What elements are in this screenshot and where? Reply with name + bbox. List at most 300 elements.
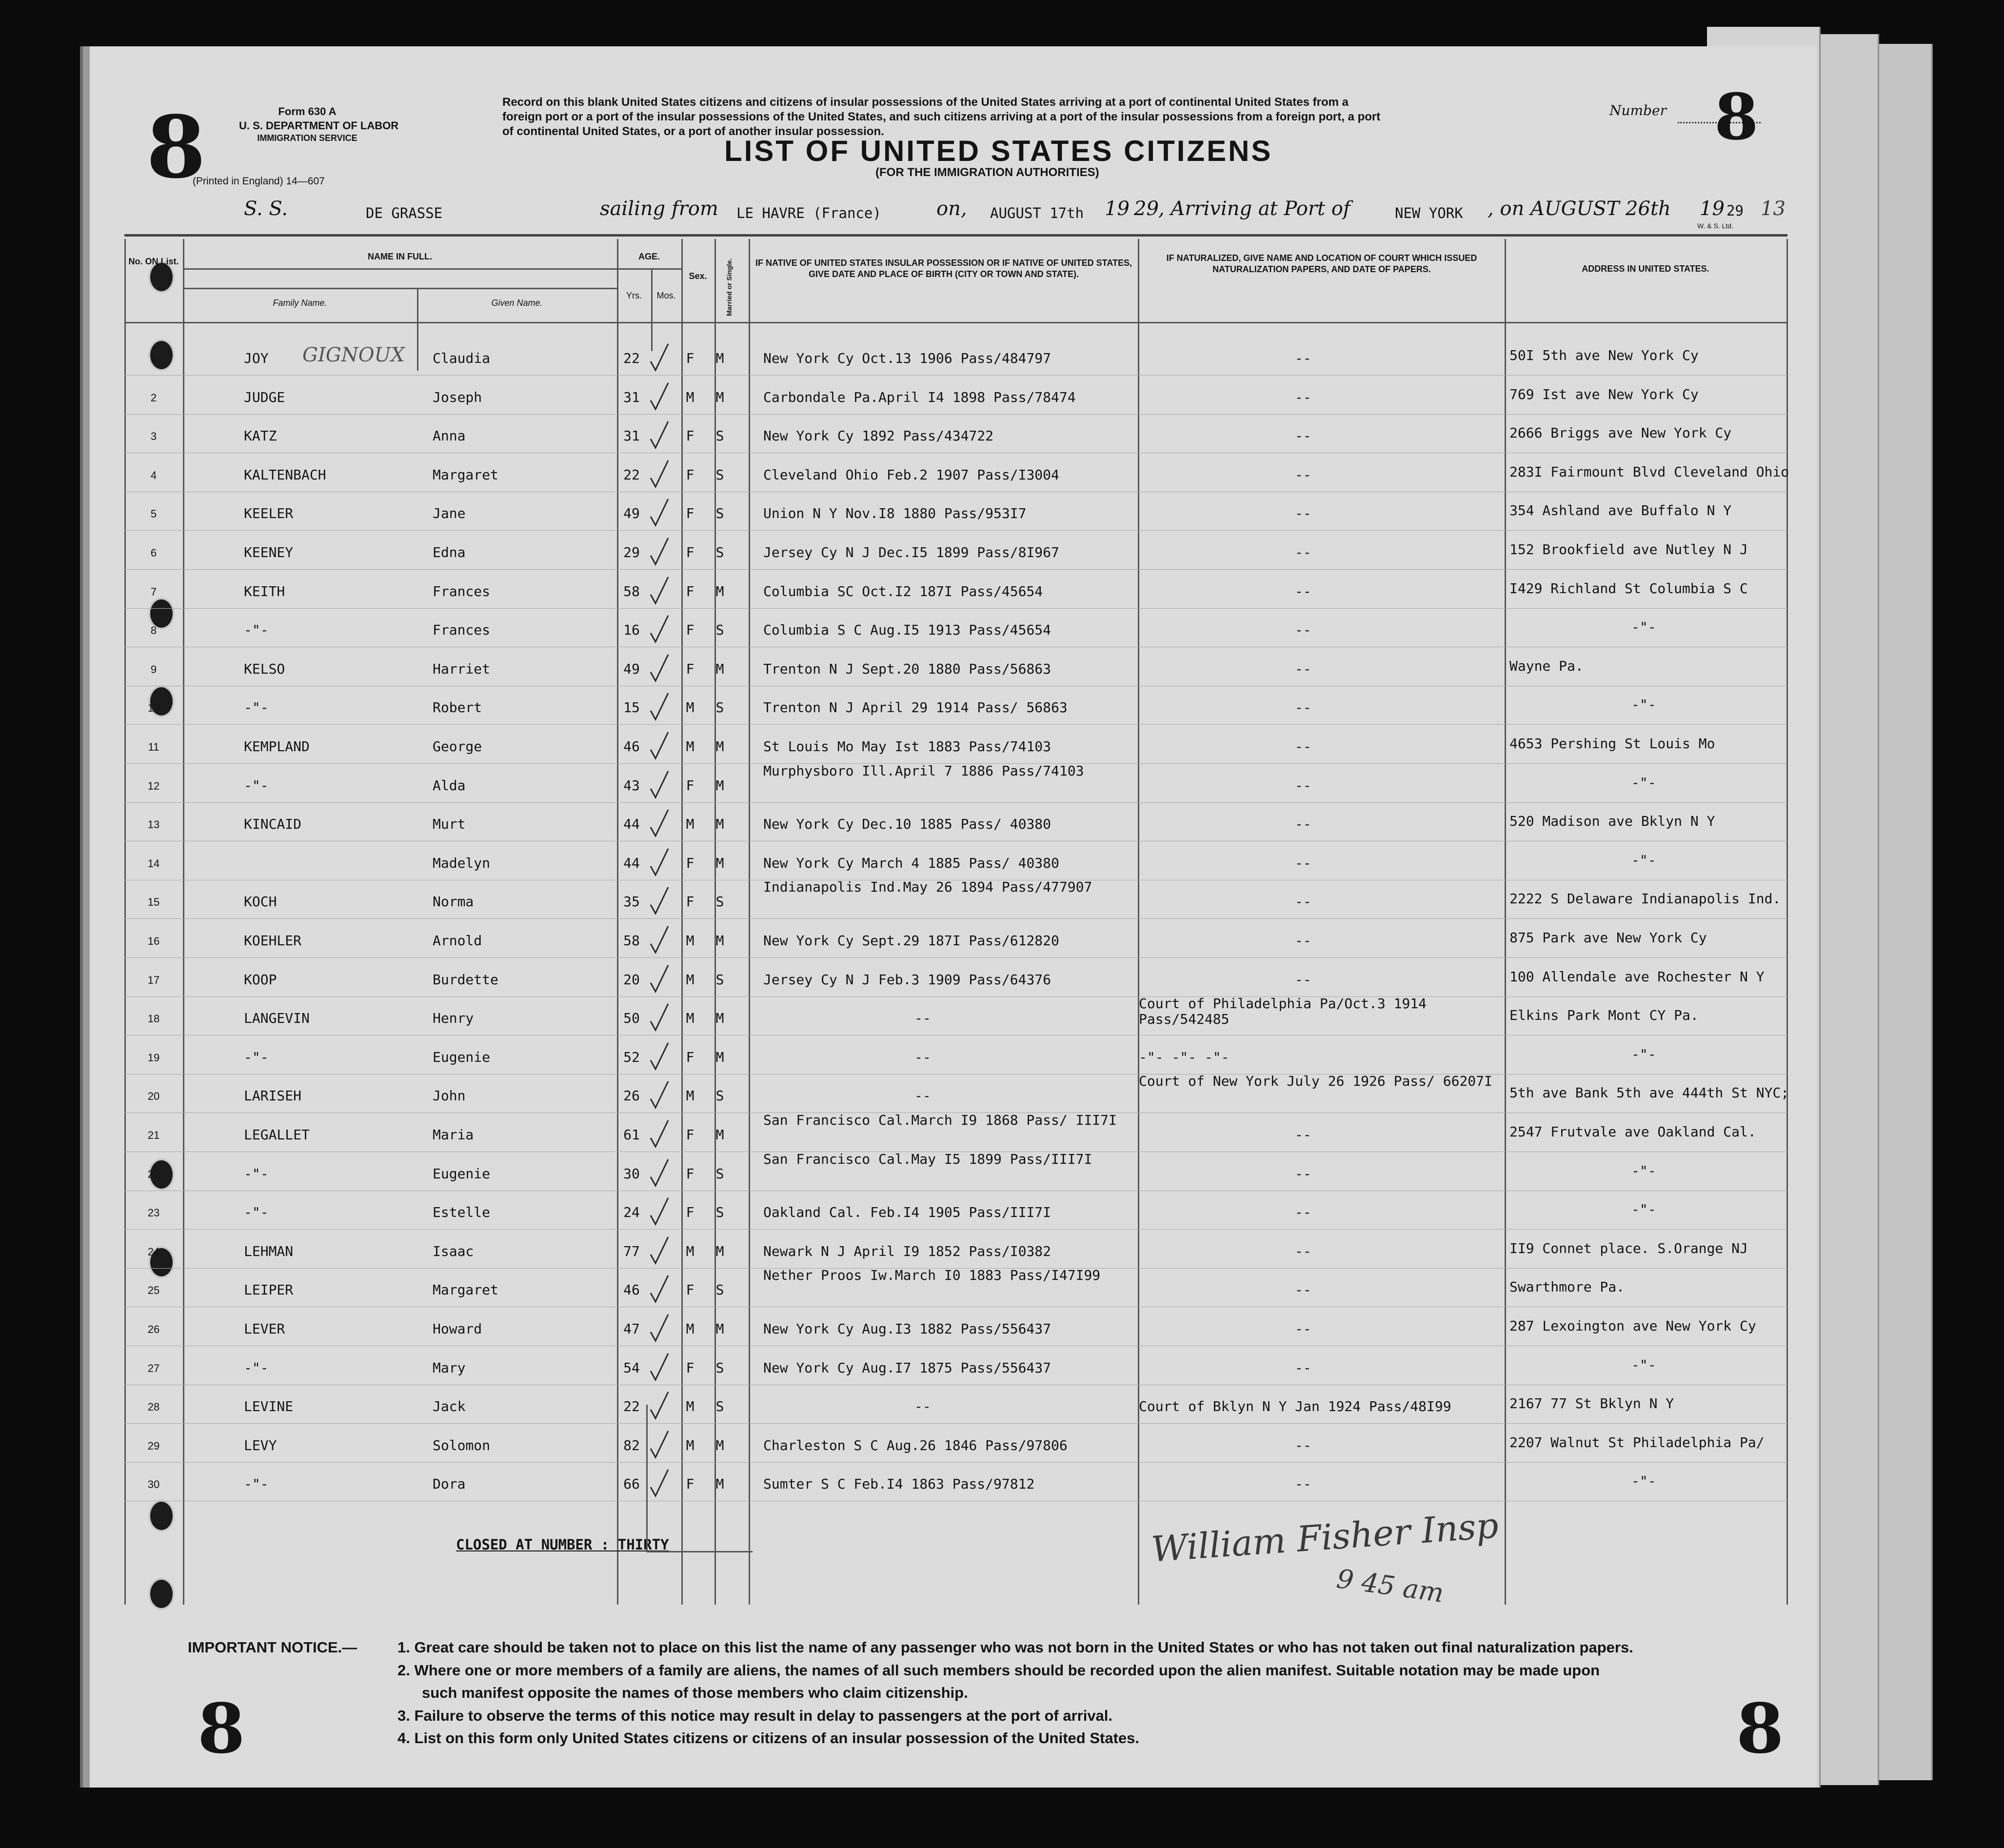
marital-status: M xyxy=(715,1321,724,1337)
row-number: 1 xyxy=(150,353,157,365)
naturalization-info: -- xyxy=(1295,1437,1311,1453)
form-subtitle: (FOR THE IMMIGRATION AUTHORITIES) xyxy=(875,166,1099,179)
us-address: -"- xyxy=(1631,1473,1656,1490)
given-name: Estelle xyxy=(433,1204,491,1221)
sailing-from-label: sailing from xyxy=(600,198,718,220)
row-number: 20 xyxy=(147,1090,160,1103)
notice-item: 3. Failure to observe the terms of this notice may result in delay to passengers at the port of arrival. xyxy=(397,1707,1113,1724)
given-name: Norma xyxy=(433,894,474,910)
birth-info: -- xyxy=(914,1049,931,1065)
naturalization-info: -- xyxy=(1295,583,1311,599)
marital-status: M xyxy=(715,660,724,677)
number-label: Number xyxy=(1609,102,1667,119)
naturalization-info: -- xyxy=(1295,1204,1311,1221)
marital-status: M xyxy=(715,1127,724,1143)
marital-status: S xyxy=(715,505,724,522)
marital-status: M xyxy=(715,1437,724,1453)
birth-info: San Francisco Cal.May I5 1899 Pass/III7I xyxy=(763,1151,1092,1167)
us-address: -"- xyxy=(1631,619,1656,636)
family-name: -"- xyxy=(244,1049,269,1065)
col-family-name: Family Name. xyxy=(273,298,327,308)
naturalization-info: Court of Philadelphia Pa/Oct.3 1914 Pass/542485 xyxy=(1139,995,1427,1028)
notice-label: IMPORTANT NOTICE.— xyxy=(188,1639,357,1656)
birth-info: Trenton N J April 29 1914 Pass/ 56863 xyxy=(763,699,1068,716)
check-mark-icon xyxy=(649,1236,669,1265)
grid-line xyxy=(183,268,681,270)
given-name: Madelyn xyxy=(433,854,491,871)
inspector-signature: William Fisher Insp xyxy=(1150,1505,1500,1570)
marital-status: M xyxy=(715,777,724,794)
us-address: Elkins Park Mont CY Pa. xyxy=(1509,1007,1699,1024)
row-divider xyxy=(124,608,1787,609)
row-number: 25 xyxy=(147,1284,160,1297)
row-divider xyxy=(124,414,1787,415)
ship-name: DE GRASSE xyxy=(366,205,443,221)
age-years: 22 xyxy=(623,466,640,483)
row-number: 18 xyxy=(147,1013,160,1025)
sex: M xyxy=(686,1243,694,1259)
marital-status: M xyxy=(715,350,724,366)
department: U. S. DEPARTMENT OF LABOR xyxy=(239,119,399,132)
record-line: Record on this blank United States citizens and citizens of insular possessions of the United States arriving at a port of continental United States from a xyxy=(502,96,1349,109)
given-name: Robert xyxy=(433,699,482,716)
check-mark-icon xyxy=(649,1003,669,1032)
col-address: ADDRESS IN UNITED STATES. xyxy=(1582,264,1709,274)
table-row xyxy=(124,879,1787,921)
naturalization-info: -- xyxy=(1295,389,1311,405)
marital-status: M xyxy=(715,1243,724,1259)
col-naturalization: IF NATURALIZED, GIVE NAME AND LOCATION OF COURT WHICH ISSUED NATURALIZATION PAPERS, AND DATE OF PAPERS. xyxy=(1166,253,1477,274)
table-row xyxy=(124,921,1787,960)
family-name: KEITH xyxy=(244,583,285,599)
birth-info: New York Cy 1892 Pass/434722 xyxy=(763,428,994,444)
naturalization-info: Court of Bklyn N Y Jan 1924 Pass/48I99 xyxy=(1139,1398,1451,1415)
marital-status: M xyxy=(715,854,724,871)
marital-status: M xyxy=(715,1049,724,1065)
marital-status: S xyxy=(715,466,724,483)
naturalization-info: -- xyxy=(1295,466,1311,483)
check-mark-icon xyxy=(649,925,669,954)
naturalization-info: -- xyxy=(1295,933,1311,949)
age-years: 15 xyxy=(623,699,640,716)
marital-status: S xyxy=(715,1359,724,1376)
family-name: -"- xyxy=(244,622,269,638)
age-years: 54 xyxy=(623,1359,640,1376)
naturalization-info: -- xyxy=(1295,544,1311,560)
page-number-bottom-left: 8 xyxy=(198,1689,245,1769)
age-years: 66 xyxy=(623,1476,640,1492)
sex: F xyxy=(686,1204,694,1221)
birth-info: San Francisco Cal.March I9 1868 Pass/ III7I xyxy=(763,1112,1117,1128)
naturalization-info: -- xyxy=(1295,1359,1311,1376)
birth-info: Trenton N J Sept.20 1880 Pass/56863 xyxy=(763,660,1052,677)
birth-info: Indianapolis Ind.May 26 1894 Pass/477907 xyxy=(763,879,1092,895)
sex: M xyxy=(686,1437,694,1453)
sex: M xyxy=(686,971,694,988)
row-divider xyxy=(124,918,1787,919)
birth-info: Jersey Cy N J Feb.3 1909 Pass/64376 xyxy=(763,971,1052,988)
table-row xyxy=(124,727,1787,766)
check-mark-icon xyxy=(649,731,669,760)
sex: F xyxy=(686,428,694,444)
row-number: 2 xyxy=(150,391,157,404)
age-years: 46 xyxy=(623,738,640,755)
naturalization-info: -- xyxy=(1295,777,1311,794)
table-row xyxy=(124,1426,1787,1465)
us-address: 520 Madison ave Bklyn N Y xyxy=(1509,813,1715,830)
birth-info: New York Cy Sept.29 187I Pass/612820 xyxy=(763,933,1059,949)
arrival-year: 29 xyxy=(1726,202,1744,219)
sex: M xyxy=(686,699,694,716)
row-divider xyxy=(124,724,1787,725)
departure-port: LE HAVRE (France) xyxy=(736,205,881,221)
family-name: LEVINE xyxy=(244,1398,294,1415)
printed-note: (Printed in England) 14—607 xyxy=(193,176,325,187)
page-number-top-left: 8 xyxy=(146,98,206,198)
marital-status: S xyxy=(715,544,724,560)
given-name: Harriet xyxy=(433,660,491,677)
sex: F xyxy=(686,1282,694,1298)
check-mark-icon xyxy=(649,654,669,683)
table-row xyxy=(124,417,1787,455)
table-row xyxy=(124,611,1787,649)
age-years: 47 xyxy=(623,1321,640,1337)
family-name: KALTENBACH xyxy=(244,466,326,483)
row-divider xyxy=(124,1462,1787,1463)
table-row xyxy=(124,1112,1787,1154)
sex: F xyxy=(686,1127,694,1143)
given-name: Howard xyxy=(433,1321,482,1337)
table-row xyxy=(124,339,1787,378)
notice-item: such manifest opposite the names of those members who claim citizenship. xyxy=(422,1684,968,1701)
given-name: Solomon xyxy=(433,1437,491,1453)
table-row xyxy=(124,1310,1787,1348)
year-prefix: 19 xyxy=(1105,198,1130,220)
marital-status: S xyxy=(715,894,724,910)
birth-info: -- xyxy=(914,1398,931,1415)
check-mark-icon xyxy=(649,498,669,527)
naturalization-info: -- xyxy=(1295,1243,1311,1259)
age-years: 22 xyxy=(623,1398,640,1415)
check-mark-icon xyxy=(649,382,669,411)
given-name: Joseph xyxy=(433,389,482,405)
arrival-date: , on AUGUST 26th xyxy=(1488,198,1671,220)
naturalization-info: -"- -"- -"- xyxy=(1139,1049,1230,1065)
birth-info: Murphysboro Ill.April 7 1886 Pass/74103 xyxy=(763,762,1084,779)
naturalization-info: -- xyxy=(1295,428,1311,444)
notice-item: 2. Where one or more members of a family are aliens, the names of all such members should be recorded upon the alien manifest. Suitable notation may be made upon xyxy=(397,1661,1600,1679)
row-number: 7 xyxy=(150,585,157,598)
birth-info: Carbondale Pa.April I4 1898 Pass/78474 xyxy=(763,389,1076,405)
age-years: 58 xyxy=(623,583,640,599)
col-birth: IF NATIVE OF UNITED STATES INSULAR POSSESSION OR IF NATIVE OF UNITED STATES, GIVE DATE AND PLACE OF BIRTH (CITY OR TOWN AND STATE). xyxy=(755,258,1132,279)
row-divider xyxy=(124,569,1787,570)
marital-status: M xyxy=(715,1010,724,1027)
sex: F xyxy=(686,466,694,483)
given-name: Isaac xyxy=(433,1243,474,1259)
family-name: KATZ xyxy=(244,428,277,444)
record-line: foreign port or a port of the insular possessions of the United States, and such citizens arriving at a port of the insular possessions from a foreign port, a port xyxy=(502,110,1381,123)
given-name: Henry xyxy=(433,1010,474,1027)
birth-info: Columbia S C Aug.I5 1913 Pass/45654 xyxy=(763,622,1052,638)
row-divider xyxy=(124,1229,1787,1230)
family-name: LEIPER xyxy=(244,1282,294,1298)
row-number: 14 xyxy=(147,857,160,870)
age-years: 30 xyxy=(623,1165,640,1182)
row-number: 27 xyxy=(147,1362,160,1374)
age-years: 16 xyxy=(623,622,640,638)
given-name: Frances xyxy=(433,622,491,638)
row-number: 8 xyxy=(150,624,157,637)
us-address: 5th ave Bank 5th ave 444th St NYC; xyxy=(1509,1085,1789,1101)
marital-status: M xyxy=(715,738,724,755)
birth-info: New York Cy March 4 1885 Pass/ 40380 xyxy=(763,854,1059,871)
sex: F xyxy=(686,1049,694,1065)
closing-statement: CLOSED AT NUMBER : THIRTY xyxy=(456,1536,669,1553)
family-name: LEVY xyxy=(244,1437,277,1453)
given-name: Margaret xyxy=(433,1282,498,1298)
us-address: -"- xyxy=(1631,1162,1656,1179)
sex: F xyxy=(686,1476,694,1492)
col-sex: Sex. xyxy=(689,271,707,281)
us-address: I429 Richland St Columbia S C xyxy=(1509,580,1748,596)
page-number-bottom-right: 8 xyxy=(1736,1689,1784,1769)
us-address: 2666 Briggs ave New York Cy xyxy=(1509,425,1732,441)
family-name: KEENEY xyxy=(244,544,294,560)
check-mark-icon xyxy=(649,1197,669,1226)
family-name: LEHMAN xyxy=(244,1243,294,1259)
col-age: AGE. xyxy=(638,252,660,261)
sex: F xyxy=(686,777,694,794)
form-title: LIST OF UNITED STATES CITIZENS xyxy=(724,135,1273,167)
family-name: LARISEH xyxy=(244,1088,302,1104)
birth-info: Nether Proos Iw.March I0 1883 Pass/I47I99 xyxy=(763,1267,1101,1284)
us-address: 2222 S Delaware Indianapolis Ind. xyxy=(1509,891,1781,907)
row-divider xyxy=(124,957,1787,958)
row-number: 12 xyxy=(147,779,160,792)
given-name: Frances xyxy=(433,583,491,599)
age-years: 24 xyxy=(623,1204,640,1221)
age-years: 61 xyxy=(623,1127,640,1143)
naturalization-info: -- xyxy=(1295,1321,1311,1337)
row-divider xyxy=(124,530,1787,531)
family-name: -"- xyxy=(244,777,269,794)
row-number: 24 xyxy=(147,1245,160,1258)
birth-info: Cleveland Ohio Feb.2 1907 Pass/I3004 xyxy=(763,466,1059,483)
table-row xyxy=(124,1073,1789,1115)
age-years: 44 xyxy=(623,854,640,871)
sex: F xyxy=(686,544,694,560)
table-row xyxy=(124,533,1787,572)
us-address: 152 Brookfield ave Nutley N J xyxy=(1509,541,1748,557)
naturalization-info: -- xyxy=(1295,1476,1311,1492)
family-name: KOCH xyxy=(244,894,277,910)
check-mark-icon xyxy=(649,770,669,799)
form-number: Form 630 A xyxy=(278,105,337,118)
row-number: 28 xyxy=(147,1401,160,1413)
header-rule xyxy=(124,234,1787,237)
check-mark-icon xyxy=(649,1158,669,1188)
birth-info: -- xyxy=(914,1010,931,1027)
col-yrs: Yrs. xyxy=(626,291,642,300)
sex: M xyxy=(686,389,694,405)
important-notice xyxy=(188,1636,1633,1750)
row-number: 4 xyxy=(150,469,157,481)
naturalization-info: -- xyxy=(1295,738,1311,755)
table-row xyxy=(124,960,1787,999)
us-address: -"- xyxy=(1631,696,1656,713)
on-label: on, xyxy=(936,198,967,220)
us-address: 2167 77 St Bklyn N Y xyxy=(1509,1395,1674,1412)
col-mos: Mos. xyxy=(656,291,676,300)
col-no: No. ON List. xyxy=(128,257,179,266)
table-row xyxy=(124,572,1787,611)
check-mark-icon xyxy=(649,459,669,489)
check-mark-icon xyxy=(649,1352,669,1382)
age-years: 35 xyxy=(623,894,640,910)
row-divider xyxy=(124,802,1787,803)
given-name: John xyxy=(433,1088,466,1104)
birth-info: Newark N J April I9 1852 Pass/I0382 xyxy=(763,1243,1052,1259)
sex: F xyxy=(686,350,694,366)
marital-status: S xyxy=(715,1204,724,1221)
us-address: Swarthmore Pa. xyxy=(1509,1279,1625,1295)
marital-status: S xyxy=(715,428,724,444)
row-number: 23 xyxy=(147,1207,160,1219)
time-annotation: 9 45 am xyxy=(1334,1563,1446,1609)
us-address: -"- xyxy=(1631,1046,1656,1062)
row-number: 17 xyxy=(147,974,160,986)
row-number: 22 xyxy=(147,1168,160,1180)
us-address: 287 Lexoington ave New York Cy xyxy=(1509,1318,1756,1334)
family-name: LEGALLET xyxy=(244,1127,310,1143)
birth-info: Columbia SC Oct.I2 187I Pass/45654 xyxy=(763,583,1043,599)
arriving-label: , Arriving at Port of xyxy=(1158,198,1350,220)
table-row xyxy=(124,650,1787,688)
birth-info: Charleston S C Aug.26 1846 Pass/97806 xyxy=(763,1437,1068,1453)
check-mark-icon xyxy=(649,537,669,566)
sex: F xyxy=(686,505,694,522)
notice-item: 1. Great care should be taken not to place on this list the name of any passenger who was not born in the United States or who has not taken out final naturalization papers. xyxy=(397,1639,1633,1656)
row-number: 30 xyxy=(147,1478,160,1491)
birth-info: -- xyxy=(914,1088,931,1104)
check-mark-icon xyxy=(649,964,669,994)
sex: F xyxy=(686,622,694,638)
naturalization-info: -- xyxy=(1295,699,1311,716)
naturalization-info: -- xyxy=(1295,971,1311,988)
col-given-name: Given Name. xyxy=(491,298,543,308)
naturalization-info: -- xyxy=(1295,816,1311,833)
us-address: 2207 Walnut St Philadelphia Pa/ xyxy=(1509,1434,1765,1451)
given-name: Edna xyxy=(433,544,466,560)
marital-status: M xyxy=(715,583,724,599)
us-address: -"- xyxy=(1631,774,1656,791)
table-row xyxy=(124,995,1787,1037)
table-row xyxy=(124,1232,1787,1271)
given-name: Margaret xyxy=(433,466,498,483)
grid-line xyxy=(183,288,617,289)
birth-info: New York Cy Aug.I3 1882 Pass/556437 xyxy=(763,1321,1052,1337)
naturalization-info: -- xyxy=(1295,1165,1311,1182)
family-name: LANGEVIN xyxy=(244,1010,310,1027)
birth-info: New York Cy Oct.13 1906 Pass/484797 xyxy=(763,350,1052,366)
birth-info: New York Cy Dec.10 1885 Pass/ 40380 xyxy=(763,816,1052,833)
birth-info: Oakland Cal. Feb.I4 1905 Pass/III7I xyxy=(763,1204,1052,1221)
check-mark-icon xyxy=(649,886,669,915)
row-number: 11 xyxy=(148,741,159,753)
birth-info: New York Cy Aug.I7 1875 Pass/556437 xyxy=(763,1359,1052,1376)
arrival-port: NEW YORK xyxy=(1395,205,1463,221)
check-mark-icon xyxy=(649,576,669,605)
sex: M xyxy=(686,1088,694,1104)
table-row xyxy=(124,1193,1787,1232)
age-years: 52 xyxy=(623,1049,640,1065)
table-row xyxy=(124,456,1787,494)
birth-info: Union N Y Nov.I8 1880 Pass/953I7 xyxy=(763,505,1027,522)
age-years: 31 xyxy=(623,389,640,405)
table-row xyxy=(124,1349,1787,1387)
row-number: 10 xyxy=(147,702,160,715)
sex: M xyxy=(686,1321,694,1337)
family-name: JUDGE xyxy=(244,389,285,405)
check-mark-icon xyxy=(649,343,669,372)
passenger-table xyxy=(124,239,1787,1605)
naturalization-info: -- xyxy=(1295,1282,1311,1298)
naturalization-info: -- xyxy=(1295,854,1311,871)
family-name: KINCAID xyxy=(244,816,302,833)
age-years: 49 xyxy=(623,660,640,677)
given-name: Arnold xyxy=(433,933,482,949)
row-number: 15 xyxy=(147,896,160,909)
age-years: 26 xyxy=(623,1088,640,1104)
marital-status: S xyxy=(715,699,724,716)
given-name: Jane xyxy=(433,505,466,522)
marital-status: S xyxy=(715,1398,724,1415)
sex: M xyxy=(686,933,694,949)
handwritten-annotation: GIGNOUX xyxy=(302,344,405,366)
sex: F xyxy=(686,1359,694,1376)
marital-status: S xyxy=(715,1282,724,1298)
ss-label: S. S. xyxy=(244,198,288,220)
row-number: 5 xyxy=(150,508,157,520)
us-address: -"- xyxy=(1631,1356,1656,1373)
check-mark-icon xyxy=(649,692,669,721)
age-years: 22 xyxy=(623,350,640,366)
given-name: Murt xyxy=(433,816,466,833)
family-name: KELSO xyxy=(244,660,285,677)
us-address: 100 Allendale ave Rochester N Y xyxy=(1509,968,1765,985)
row-number: 16 xyxy=(147,935,160,947)
record-instructions xyxy=(502,95,1380,139)
marital-status: S xyxy=(715,1088,724,1104)
sex: F xyxy=(686,1165,694,1182)
naturalization-info: -- xyxy=(1295,505,1311,522)
sex: F xyxy=(686,583,694,599)
sex: F xyxy=(686,660,694,677)
us-address: 769 Ist ave New York Cy xyxy=(1509,386,1699,402)
age-years: 20 xyxy=(623,971,640,988)
family-name: KOOP xyxy=(244,971,277,988)
row-number: 26 xyxy=(147,1323,160,1335)
given-name: Jack xyxy=(433,1398,466,1415)
check-mark-icon xyxy=(649,420,669,450)
birth-info: St Louis Mo May Ist 1883 Pass/74103 xyxy=(763,738,1052,755)
row-divider xyxy=(124,1423,1787,1424)
sex: F xyxy=(686,894,694,910)
row-number: 6 xyxy=(150,547,157,559)
sex: F xyxy=(686,854,694,871)
family-name: JOY xyxy=(244,350,269,366)
